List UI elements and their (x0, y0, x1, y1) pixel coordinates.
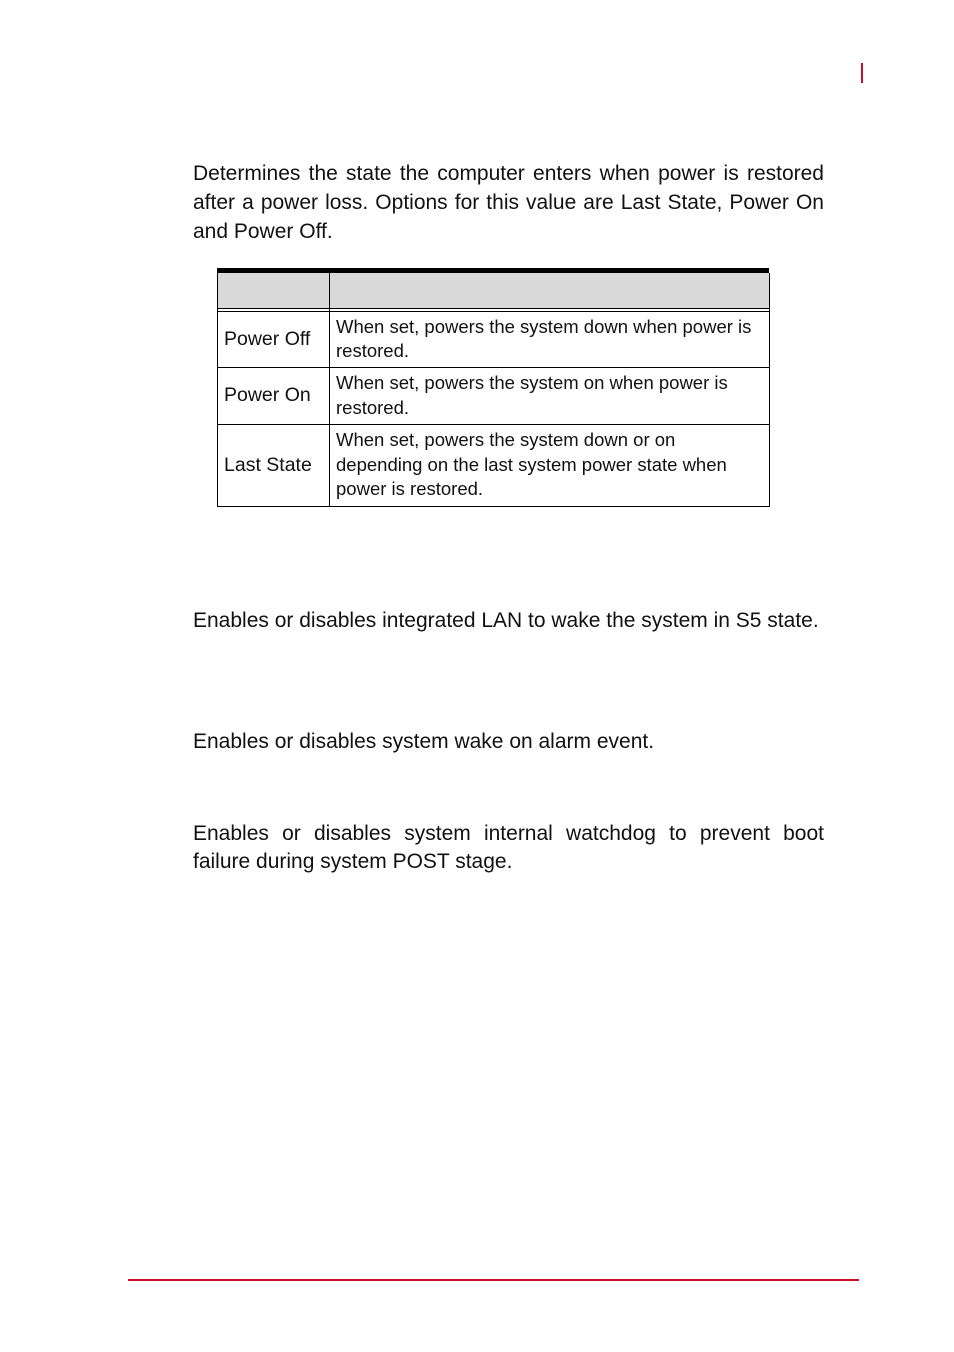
table-header-option (218, 273, 330, 309)
option-name: Last State (218, 425, 330, 507)
option-name: Power Off (218, 312, 330, 368)
table-row (218, 312, 770, 368)
table-row (218, 368, 770, 425)
lan-wake-description: Enables or disables integrated LAN to wake the system in S5 state. (193, 609, 819, 632)
table-row (218, 425, 770, 507)
option-description: When set, powers the system down when power is restored. (330, 312, 770, 368)
alarm-wake-description: Enables or disables system wake on alarm event. (193, 730, 655, 753)
header-accent-mark (861, 63, 863, 83)
power-options-table (217, 268, 769, 507)
restore-on-power-loss-description: Determines the state the computer enters when power is restored after a power loss. Options for this value are Last State, Power On and Power Off. (193, 162, 824, 243)
table-header-row (218, 273, 770, 309)
options-table (217, 273, 770, 507)
option-name: Power On (218, 368, 330, 425)
option-description: When set, powers the system on when power is restored. (330, 368, 770, 425)
watchdog-description: Enables or disables system internal watchdog to prevent boot failure during system POST stage. (193, 822, 824, 873)
table-header-description (330, 273, 770, 309)
option-description: When set, powers the system down or on depending on the last system power state when power is restored. (330, 425, 770, 507)
footer-rule (128, 1279, 859, 1281)
